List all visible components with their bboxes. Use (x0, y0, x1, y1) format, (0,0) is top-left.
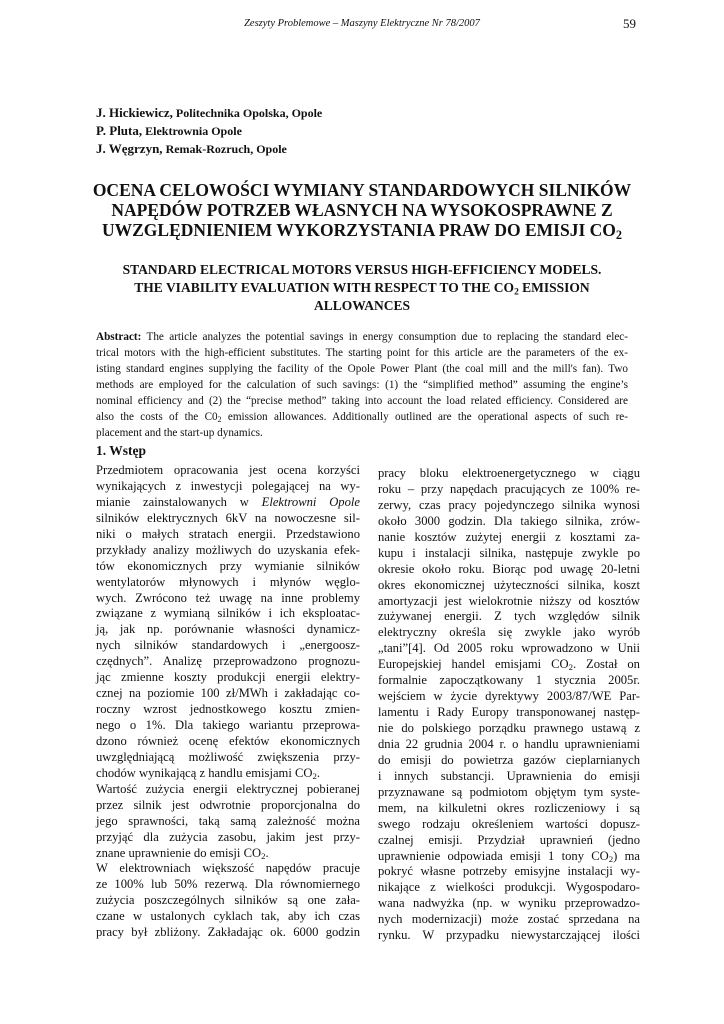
body-line: Wartość zużycia energii elektrycznej pobieranej (96, 781, 360, 796)
subscript: 2 (217, 414, 222, 424)
body-line: związane z wymianą silników i ich eksploatac- (96, 606, 360, 621)
body-line: elektryczny określa się zwykle jako wyrób (378, 625, 640, 640)
body-line: formalnie zapoczątkowany 1 stycznia 2005r. (378, 673, 640, 688)
body-line: silników elektrycznych 6kV na nowoczesne sil- (96, 510, 360, 525)
body-line: mem, na kilkuletni okres rozliczeniowy i są (378, 800, 640, 815)
title-text: UWZGLĘDNIENIEM WYKORZYSTANIA PRAW DO EMISJI CO (101, 220, 616, 240)
body-line: zerwy, czas pracy pojedynczego silnika wynosi (378, 497, 640, 512)
body-line: zużycia poszczególnych silników są one zała- (96, 893, 360, 908)
body-line: wejściem w życie dyrektywy 2003/87/WE Par- (378, 689, 640, 704)
body-line: cznej na poziomie 100 zł/MWh i zakładając co- (96, 686, 360, 701)
title-line: NAPĘDÓW POTRZEB WŁASNYCH NA WYSOKOSPRAWNE Z (111, 200, 613, 220)
body-line: rynku. W przypadku niewystarczającej ilości (378, 928, 640, 943)
abstract-text: nominal efficiency and (2) the “precise method” taking into account the load related efficiency. Considered are (96, 394, 628, 407)
subscript: 2 (608, 853, 614, 864)
body-line: nanie kosztów zużytej energii z kosztami za- (378, 529, 640, 544)
body-line: około 3000 godzin. Dla takiego silnika, zrów- (378, 513, 640, 528)
body-line: nych modernizacji) może zostać sprzedana na (378, 912, 640, 927)
abstract-text: trical motors with the high-efficient substitutes. The starting point for this article are the parameters of the ex- (96, 346, 628, 359)
title-line: STANDARD ELECTRICAL MOTORS VERSUS HIGH-EFFICIENCY MODELS. (122, 262, 602, 277)
body-line: nych silników standardowych i „energoosz- (96, 638, 360, 653)
body-text: ) ma (613, 848, 640, 863)
body-text: Europejskiej handel emisjami CO (378, 657, 569, 672)
body-text: . (265, 845, 269, 860)
body-line: Przedmiotem opracowania jest ocena korzyści (96, 463, 360, 477)
body-line: pracy był zbliżony. Zakładając ok. 6000 godzin (96, 925, 360, 940)
body-line: pokryć własne potrzeby emisyjne instalacji wy- (378, 864, 640, 879)
subscript: 2 (514, 287, 519, 298)
author-affiliation: Remak-Rozruch, Opole (162, 142, 287, 156)
title-text: THE VIABILITY EVALUATION WITH RESPECT TO THE CO (134, 280, 515, 295)
body-line: zużywanej energii. Z tych względów silnik (378, 609, 640, 624)
body-line: ją, jak np. porównanie własności dynamicz- (96, 622, 360, 637)
subscript: 2 (615, 228, 623, 243)
abstract-text: placement and the start-up dynamics. (96, 426, 263, 439)
page-number: 59 (623, 16, 636, 31)
abstract-text: isting standard engines supplying the facility of the Opole Power Plant (the coal mill and the mill's fan). Two (96, 362, 628, 375)
body-line: jego sprawności, taką samą zależność można (96, 813, 360, 828)
subscript: 2 (261, 850, 266, 861)
body-line: ze 100% lub 50% rezerwą. Dla równomiernego (96, 877, 360, 892)
abstract-text: also the costs of the C0 (96, 410, 218, 423)
author-list (96, 104, 322, 158)
subscript: 2 (312, 771, 317, 782)
abstract-text: methods are employed for the calculation of such savings: (1) the “simplified method” assuming the engine’s (96, 378, 628, 391)
body-line: przez silnik jest odwrotnie proporcjonalna do (96, 797, 360, 812)
author-affiliation: Elektrownia Opole (142, 124, 242, 138)
abstract-text: The article analyzes the potential savings in energy consumption due to replacing the standard elec- (141, 331, 628, 343)
title-english (96, 261, 628, 315)
body-line: amortyzacji jest wielokrotnie niższy od kosztów (378, 593, 640, 608)
body-line: lamentu i Rady Europy transponowanej następ- (378, 705, 640, 720)
body-line: swego rodzaju określeniem wartości dopusz- (378, 816, 640, 831)
body-text: . (316, 765, 321, 780)
author-name: P. Pluta, (96, 123, 143, 138)
abstract-label: Abstract: (96, 331, 142, 343)
body-line: i innych substancji. Uprawnienia do emisji (378, 768, 640, 783)
body-text: . Został on (572, 657, 640, 672)
abstract-text: emission allowances. Additionally outlined are the operational aspects of such re- (221, 410, 628, 423)
body-line: tów ekonomicznych przy wymianie silników (96, 558, 360, 573)
body-line: wych. Zwrócono też uwagę na inne problemy (96, 590, 360, 605)
body-line: roku – przy napędach pracujących ze 100% re- (378, 481, 640, 496)
body-line: dzono również ocenę efektów ekonomicznych (96, 733, 360, 748)
author-entry (96, 140, 322, 158)
body-line: roczny wzrost jednostkowego kosztu zmien- (96, 702, 360, 717)
title-line: OCENA CELOWOŚCI WYMIANY STANDARDOWYCH SILNIKÓW (92, 180, 632, 200)
author-entry (96, 104, 322, 122)
body-line: okres ekonomicznej użyteczności silnika, koszt (378, 577, 640, 592)
body-line: czędnych”. Analizę przeprowadzono prognozu- (96, 654, 360, 669)
body-line: dnia 22 grudnia 2004 r. o handlu uprawnieniami (378, 736, 640, 751)
author-entry (96, 122, 322, 140)
body-line: uwzględniającą możliwość zwiększenia przy- (96, 749, 360, 764)
body-column-left (96, 463, 360, 941)
author-affiliation: Politechnika Opolska, Opole (172, 106, 323, 120)
body-line: pracy bloku elektroenergetycznego w ciągu (378, 466, 640, 480)
body-line: do emisji do powietrza gazów cieplarnianych (378, 752, 640, 767)
body-column-right (378, 466, 640, 944)
author-name: J. Węgrzyn, (96, 141, 163, 156)
body-line: kupu i instalacji silnika, następuje zwykle po (378, 545, 640, 560)
body-line: przyjąć dla zużycia zasobu, jakim jest przy- (96, 829, 360, 844)
body-text: mianie zainstalowanych w (96, 494, 262, 509)
body-line: czalnej emisji. Przydział uprawnień (jedno (378, 832, 640, 847)
body-line: przyznawane są podmiotom objętym tym syste- (378, 784, 640, 799)
subscript: 2 (568, 662, 573, 673)
body-line: wana nadwyżka (np. w wyniku przeprowadzo- (378, 896, 640, 911)
running-head: Zeszyty Problemowe – Maszyny Elektryczne Nr 78/2007 (244, 18, 480, 29)
body-line: wentylatorów młynowych i młynów węglo- (96, 574, 360, 589)
body-line: wynikających z inwestycji polegającej na wy- (96, 478, 360, 493)
author-name: J. Hickiewicz, (96, 105, 173, 120)
body-line: niki o małych stratach energii. Przedstawiono (96, 526, 360, 541)
body-line: jąc zmienne koszty produkcji energii elektry- (96, 670, 360, 685)
title-text: EMISSION (518, 280, 590, 295)
body-text: uprawnienie odpowiada emisji 1 tony CO (378, 848, 609, 863)
body-text: znane uprawnienie do emisji CO (96, 845, 262, 860)
body-line: nego o 1%. Dla takiego wariantu przeprowa- (96, 718, 360, 732)
section-heading: 1. Wstęp (96, 443, 147, 458)
title-line (96, 279, 628, 297)
body-line: „tani”[4]. Od 2005 roku wprowadzono w Unii (378, 641, 640, 656)
body-text-italic: Elektrowni Opole (261, 494, 360, 509)
body-line: okresie około roku. Biorąc pod uwagę 20-letni (378, 561, 640, 576)
title-line (72, 220, 652, 243)
body-text: chodów wynikającą z handlu emisjami CO (96, 765, 313, 780)
body-line: W elektrowniach większość napędów pracuje (96, 861, 360, 876)
abstract (96, 330, 628, 442)
body-line: nie do polskiego porządku prawnego ustawą z (378, 721, 640, 735)
title-polish (72, 180, 652, 243)
title-line: ALLOWANCES (313, 298, 411, 313)
body-line: nikające z wielkości produkcji. Wygospodaro- (378, 880, 640, 895)
body-line: przykłady analizy możliwych do uzyskania efek- (96, 542, 360, 557)
body-line: czane w ustalonych cyklach tak, aby ich czas (96, 909, 360, 924)
